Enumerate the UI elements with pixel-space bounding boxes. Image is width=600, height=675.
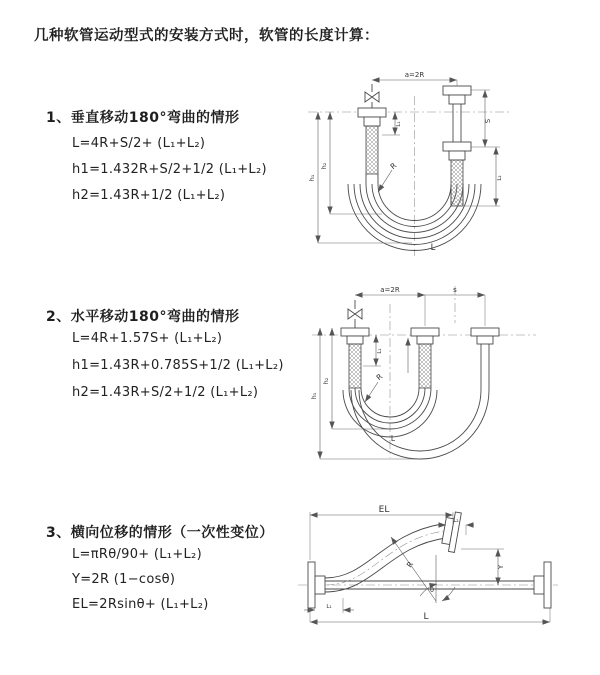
- section-1-heading: 1、垂直移动180°弯曲的情形: [46, 110, 240, 126]
- hose-braid: [451, 160, 463, 206]
- section-1-formula-h1: h1=1.432R+S/2+1/2 (L₁+L₂): [72, 162, 267, 177]
- section-2-formula-h1: h1=1.43R+0.785S+1/2 (L₁+L₂): [72, 358, 284, 373]
- dim-label-h1: h₁: [308, 174, 316, 182]
- section-1-formula-h2: h2=1.43R+1/2 (L₁+L₂): [72, 188, 226, 203]
- dim-label-s: S: [484, 118, 492, 124]
- flange-neck: [534, 576, 544, 594]
- left-riser: [358, 84, 386, 184]
- diagram-vertical-180-bend: [300, 66, 535, 262]
- right-riser: [471, 328, 499, 390]
- flange-neck: [477, 336, 493, 344]
- dim-label-a2r: a=2R: [380, 286, 400, 294]
- dim-label-h1: h₁: [310, 392, 318, 400]
- radius-label: R: [404, 559, 416, 570]
- upper-flange: [441, 511, 462, 553]
- flange-neck: [417, 336, 433, 344]
- flange-neck: [449, 151, 465, 160]
- angle-label: θ: [430, 586, 434, 594]
- section-3-formula-EL: EL=2Rsinθ+ (L₁+L₂): [72, 597, 209, 612]
- hose-braid: [419, 344, 431, 388]
- flange-neck: [364, 117, 380, 126]
- right-riser: [443, 86, 471, 206]
- flange: [471, 328, 499, 336]
- dim-label-s: s: [453, 286, 457, 294]
- right-lower-flange: [534, 562, 551, 608]
- radius-label: R: [388, 160, 399, 172]
- section-3-heading: 3、横向位移的情形（一次性变位）: [46, 525, 274, 541]
- flange-neck: [315, 576, 325, 594]
- valve-icon: [365, 92, 379, 102]
- dim-label-h2: h₂: [320, 162, 328, 170]
- section-3-formula-L: L=πRθ/90+ (L₁+L₂): [72, 547, 202, 562]
- valve-icon: [348, 309, 362, 319]
- section-2-formula-L: L=4R+1.57S+ (L₁+L₂): [72, 331, 223, 346]
- dim-label-l2: L₂: [453, 518, 459, 524]
- middle-riser: [411, 328, 439, 388]
- dim-label-h2: h₂: [322, 377, 330, 385]
- hose-u-bend-arcs: [343, 388, 489, 459]
- left-flange: [308, 562, 325, 608]
- dimension-lines: [310, 286, 485, 459]
- dim-label-l1: L₁: [396, 121, 402, 127]
- dim-label-l1: L₁: [377, 348, 383, 354]
- dim-label-y: Y: [497, 564, 505, 570]
- diagram-lateral-displacement: [296, 500, 566, 640]
- flange-neck: [449, 95, 465, 104]
- section-1-formula-L: L=4R+S/2+ (L₁+L₂): [72, 136, 206, 151]
- dim-label-a2r: a=2R: [404, 71, 425, 79]
- flange: [411, 328, 439, 336]
- flange: [443, 86, 471, 95]
- dim-label-l2: L₂: [497, 175, 503, 181]
- section-3-formula-Y: Y=2R (1−cosθ): [72, 572, 176, 587]
- flange: [544, 562, 551, 608]
- flange: [341, 328, 369, 336]
- diagram-horizontal-180-bend: [306, 278, 548, 464]
- displaced-hose: [325, 524, 446, 592]
- page-title: 几种软管运动型式的安装方式时，软管的长度计算：: [34, 28, 379, 44]
- section-2-formula-h2: h2=1.43R+S/2+1/2 (L₁+L₂): [72, 385, 259, 400]
- flange: [308, 562, 315, 608]
- left-riser: [341, 300, 369, 388]
- length-label: L: [390, 434, 396, 443]
- flange: [443, 142, 471, 151]
- flange: [358, 108, 386, 117]
- radius-label: R: [374, 371, 385, 383]
- dim-label-el: EL: [378, 505, 390, 515]
- flange-neck: [347, 336, 363, 344]
- section-2-heading: 2、水平移动180°弯曲的情形: [46, 309, 240, 325]
- hose-centerline: [325, 531, 444, 585]
- hose-braid: [366, 126, 378, 174]
- length-label: L: [423, 612, 429, 622]
- dimension-lines: [304, 505, 550, 622]
- hose-braid: [349, 344, 361, 388]
- length-label: L: [430, 243, 436, 253]
- dim-label-l1: L₁: [326, 604, 332, 610]
